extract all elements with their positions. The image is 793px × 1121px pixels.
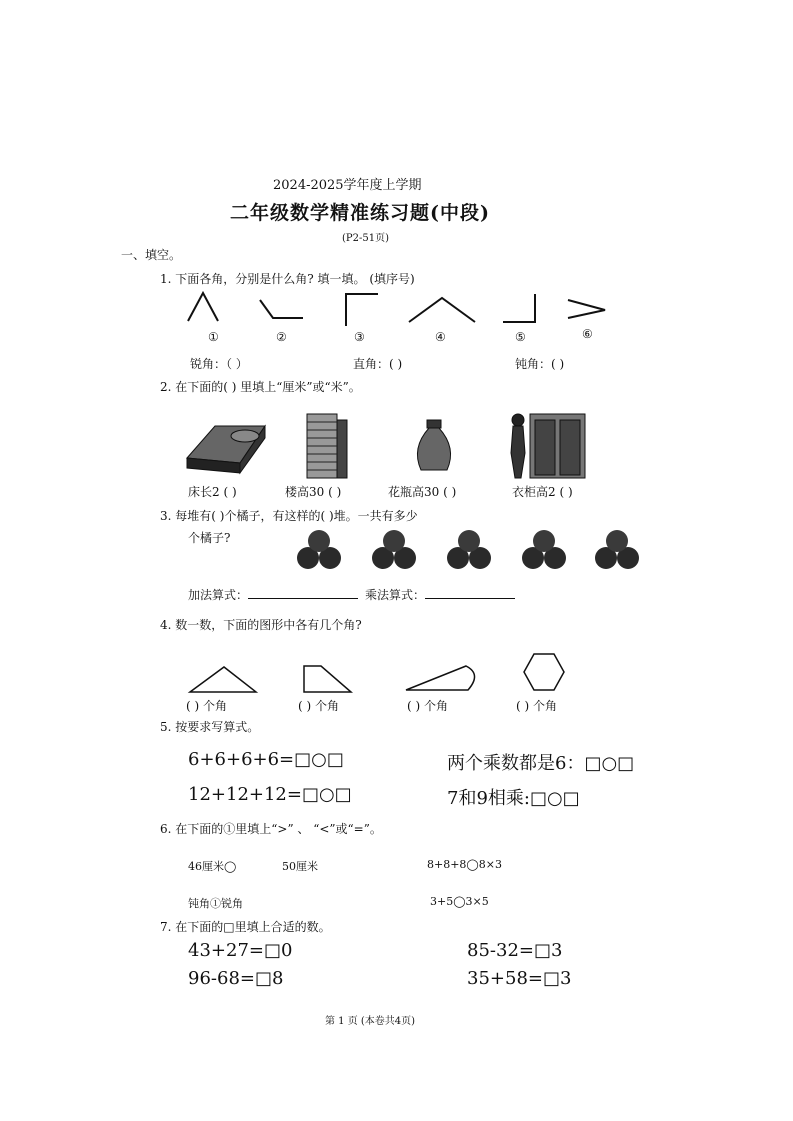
angle-2-figure (260, 300, 303, 318)
q5-item-3: 12+12+12=□○□ (188, 784, 352, 805)
orange-pile-icon (297, 530, 341, 569)
orange-pile-icon (595, 530, 639, 569)
q6-item-1: 46厘米◯ (188, 860, 237, 873)
q7-prompt: 7. 在下面的□里填上合适的数。 (160, 920, 331, 934)
q5-prompt: 5. 按要求写算式。 (160, 720, 260, 734)
multiplication-text: 乘法算式： (365, 588, 426, 602)
q2-pictures (185, 408, 605, 483)
angle-label-2: ② (276, 330, 287, 344)
q3-prompt-continued: 个橘子? (188, 531, 231, 545)
q5-item-1: 6+6+6+6=□○□ (188, 749, 344, 770)
orange-pile-icon (522, 530, 566, 569)
angle-label-6: ⑥ (582, 327, 593, 341)
q6-item-2: 8+8+8◯8×3 (427, 858, 502, 871)
building-icon (307, 414, 347, 478)
triangle-shape (190, 667, 256, 692)
term-heading: 2024-2025学年度上学期 (273, 178, 422, 193)
q6-item-1b: 50厘米 (282, 860, 318, 873)
multiplication-blank[interactable] (425, 598, 515, 599)
obtuse-answer: 钝角：( ) (515, 357, 565, 371)
fan-shape (406, 666, 475, 690)
addition-label (188, 586, 358, 603)
wardrobe-icon (511, 414, 585, 478)
orange-pile-icon (372, 530, 416, 569)
page-footer: 第 1 页 (本卷共4页) (325, 1016, 416, 1027)
addition-text: 加法算式： (188, 588, 249, 602)
q6-prompt: 6. 在下面的①里填上“>” 、 “<”或“=”。 (160, 822, 382, 836)
right-answer: 直角：( ) (353, 357, 403, 371)
bed-icon (187, 426, 265, 473)
angle-5-figure (503, 294, 535, 322)
q5-item-2: 两个乘数都是6：□○□ (447, 753, 635, 774)
angle-figures (185, 288, 625, 348)
trapezoid-shape (304, 666, 351, 692)
angle-label-5: ⑤ (515, 330, 526, 344)
wardrobe-height: 衣柜高2 ( ) (512, 485, 573, 499)
hexagon-answer: ( ) 个角 (516, 699, 557, 713)
acute-answer: 锐角：（ ） (190, 357, 248, 371)
q6-item-3: 钝角①锐角 (188, 897, 243, 910)
q7-item-3: 96-68=□8 (188, 968, 284, 989)
section-heading: 一、填空。 (121, 248, 182, 262)
angle-label-4: ④ (435, 330, 446, 344)
trapezoid-answer: ( ) 个角 (298, 699, 339, 713)
q2-prompt: 2. 在下面的( ) 里填上“厘米”或“米”。 (160, 380, 361, 394)
q6-item-4: 3+5◯3×5 (430, 895, 489, 908)
bed-length: 床长2 ( ) (188, 485, 237, 499)
vase-height: 花瓶高30 ( ) (388, 485, 457, 499)
orange-pile-icon (447, 530, 491, 569)
building-height: 楼高30 ( ) (285, 485, 342, 499)
vase-icon (417, 420, 450, 470)
angle-4-figure (409, 298, 475, 322)
shape-figures (186, 652, 576, 694)
q5-item-4: 7和9相乘:□○□ (447, 788, 580, 809)
orange-piles (296, 526, 651, 574)
q7-item-4: 35+58=□3 (467, 968, 572, 989)
angle-6-figure (568, 300, 605, 318)
q1-prompt: 1. 下面各角，分别是什么角? 填一填。 (填序号) (160, 272, 415, 286)
addition-blank[interactable] (248, 598, 358, 599)
triangle-answer: ( ) 个角 (186, 699, 227, 713)
angle-label-3: ③ (354, 330, 365, 344)
angle-label-1: ① (208, 330, 219, 344)
q7-item-1: 43+27=□0 (188, 940, 293, 961)
q3-prompt: 3. 每堆有( )个橘子，有这样的( )堆。一共有多少 (160, 509, 418, 523)
page-range: (P2-51页) (342, 233, 389, 244)
hexagon-shape (524, 654, 564, 690)
q4-prompt: 4. 数一数，下面的图形中各有几个角? (160, 618, 362, 632)
fan-answer: ( ) 个角 (407, 699, 448, 713)
angle-3-figure (346, 294, 378, 326)
q7-item-2: 85-32=□3 (467, 940, 563, 961)
multiplication-label (365, 586, 515, 603)
angle-1-figure (188, 293, 218, 321)
page-title: 二年级数学精准练习题(中段) (230, 202, 490, 224)
